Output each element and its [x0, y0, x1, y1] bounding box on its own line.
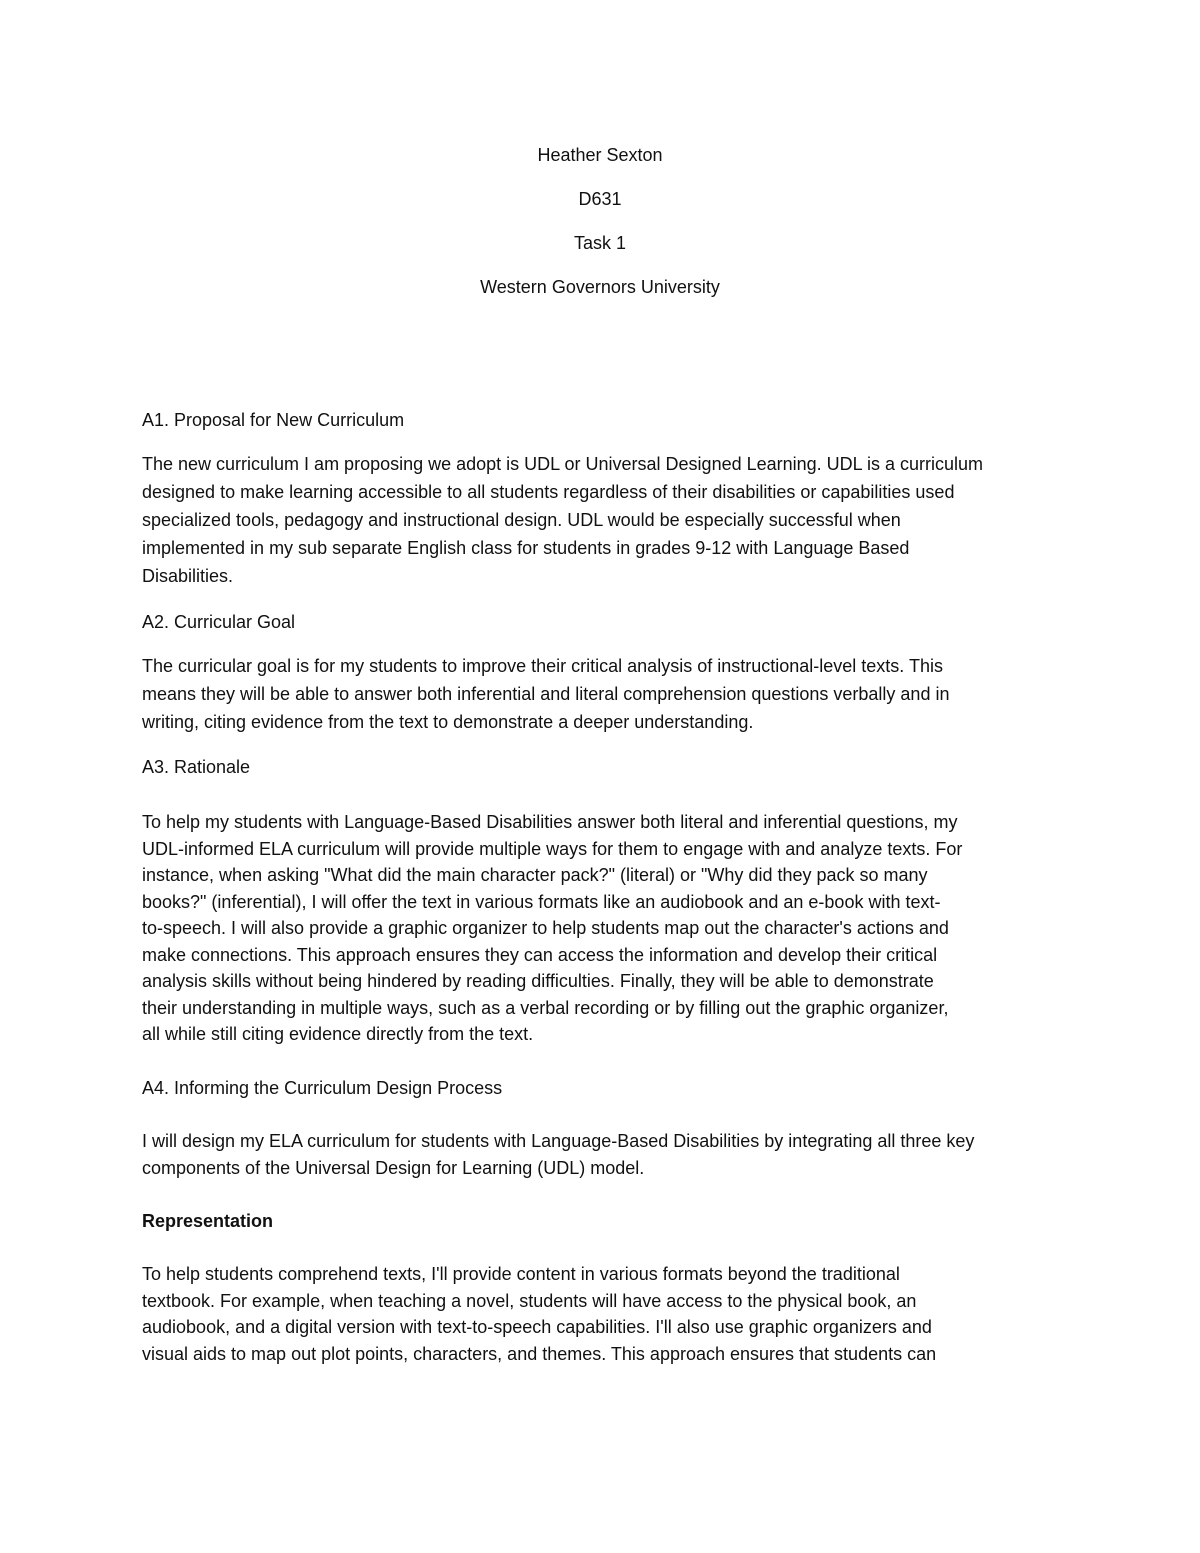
paragraph-line: textbook. For example, when teaching a novel, students will have access to the physical book, an — [142, 1290, 917, 1311]
section-a1-heading: A1. Proposal for New Curriculum — [142, 410, 405, 430]
paragraph-line: specialized tools, pedagogy and instructional design. UDL would be especially successful when — [142, 510, 901, 530]
task-label: Task 1 — [573, 233, 627, 253]
institution-name: Western Governors University — [480, 277, 720, 297]
paragraph-line: implemented in my sub separate English class for students in grades 9-12 with Language Based — [142, 538, 910, 558]
paragraph-line: means they will be able to answer both inferential and literal comprehension questions verbally and in — [142, 684, 950, 704]
paragraph-line: To help my students with Language-Based Disabilities answer both literal and inferential questions, my — [142, 812, 958, 832]
section-a2-body — [142, 652, 1072, 736]
author-name: Heather Sexton — [537, 145, 663, 165]
paragraph-line: their understanding in multiple ways, such as a verbal recording or by filling out the graphic organizer, — [142, 997, 949, 1018]
section-representation-heading: Representation — [142, 1211, 274, 1231]
section-a4-heading: A4. Informing the Curriculum Design Process — [142, 1078, 503, 1098]
paragraph-line: all while still citing evidence directly from the text. — [142, 1024, 534, 1044]
paragraph-line: Disabilities. — [142, 566, 234, 586]
paragraph-line: To help students comprehend texts, I'll provide content in various formats beyond the traditional — [142, 1264, 900, 1284]
paragraph-line: UDL-informed ELA curriculum will provide multiple ways for them to engage with and analyze texts. For — [142, 838, 963, 859]
paragraph-line: analysis skills without being hindered by reading difficulties. Finally, they will be able to demonstrate — [142, 971, 934, 991]
section-a4-body — [142, 1128, 1072, 1181]
paragraph-line: make connections. This approach ensures they can access the information and develop their critical — [142, 944, 938, 965]
paragraph-line: to-speech. I will also provide a graphic organizer to help students map out the character's actions and — [142, 918, 949, 938]
paragraph-line: audiobook, and a digital version with text-to-speech capabilities. I'll also use graphic organizers and — [142, 1317, 932, 1337]
paragraph-line: writing, citing evidence from the text to demonstrate a deeper understanding. — [142, 712, 754, 732]
section-representation-body — [142, 1261, 1072, 1367]
paragraph-line: instance, when asking "What did the main character pack?" (literal) or "Why did they pack so many — [142, 865, 928, 885]
paragraph-line: books?" (inferential), I will offer the text in various formats like an audiobook and an e-book with text- — [142, 891, 941, 912]
section-a2-heading: A2. Curricular Goal — [142, 612, 296, 632]
paragraph-line: components of the Universal Design for Learning (UDL) model. — [142, 1157, 645, 1178]
paragraph-line: I will design my ELA curriculum for students with Language-Based Disabilities by integrating all three key — [142, 1131, 975, 1151]
paragraph-line: visual aids to map out plot points, characters, and themes. This approach ensures that students can — [142, 1343, 937, 1364]
section-a1-body — [142, 450, 1072, 590]
paragraph-line: The new curriculum I am proposing we adopt is UDL or Universal Designed Learning. UDL is a curriculum — [142, 454, 984, 474]
section-a3-body — [142, 809, 1072, 1048]
paragraph-line: designed to make learning accessible to all students regardless of their disabilities or capabilities used — [142, 482, 955, 502]
section-a3-heading: A3. Rationale — [142, 757, 251, 777]
title-page-block — [0, 141, 1200, 317]
paragraph-line: The curricular goal is for my students to improve their critical analysis of instructional-level texts. This — [142, 656, 943, 676]
course-code: D631 — [578, 189, 622, 209]
